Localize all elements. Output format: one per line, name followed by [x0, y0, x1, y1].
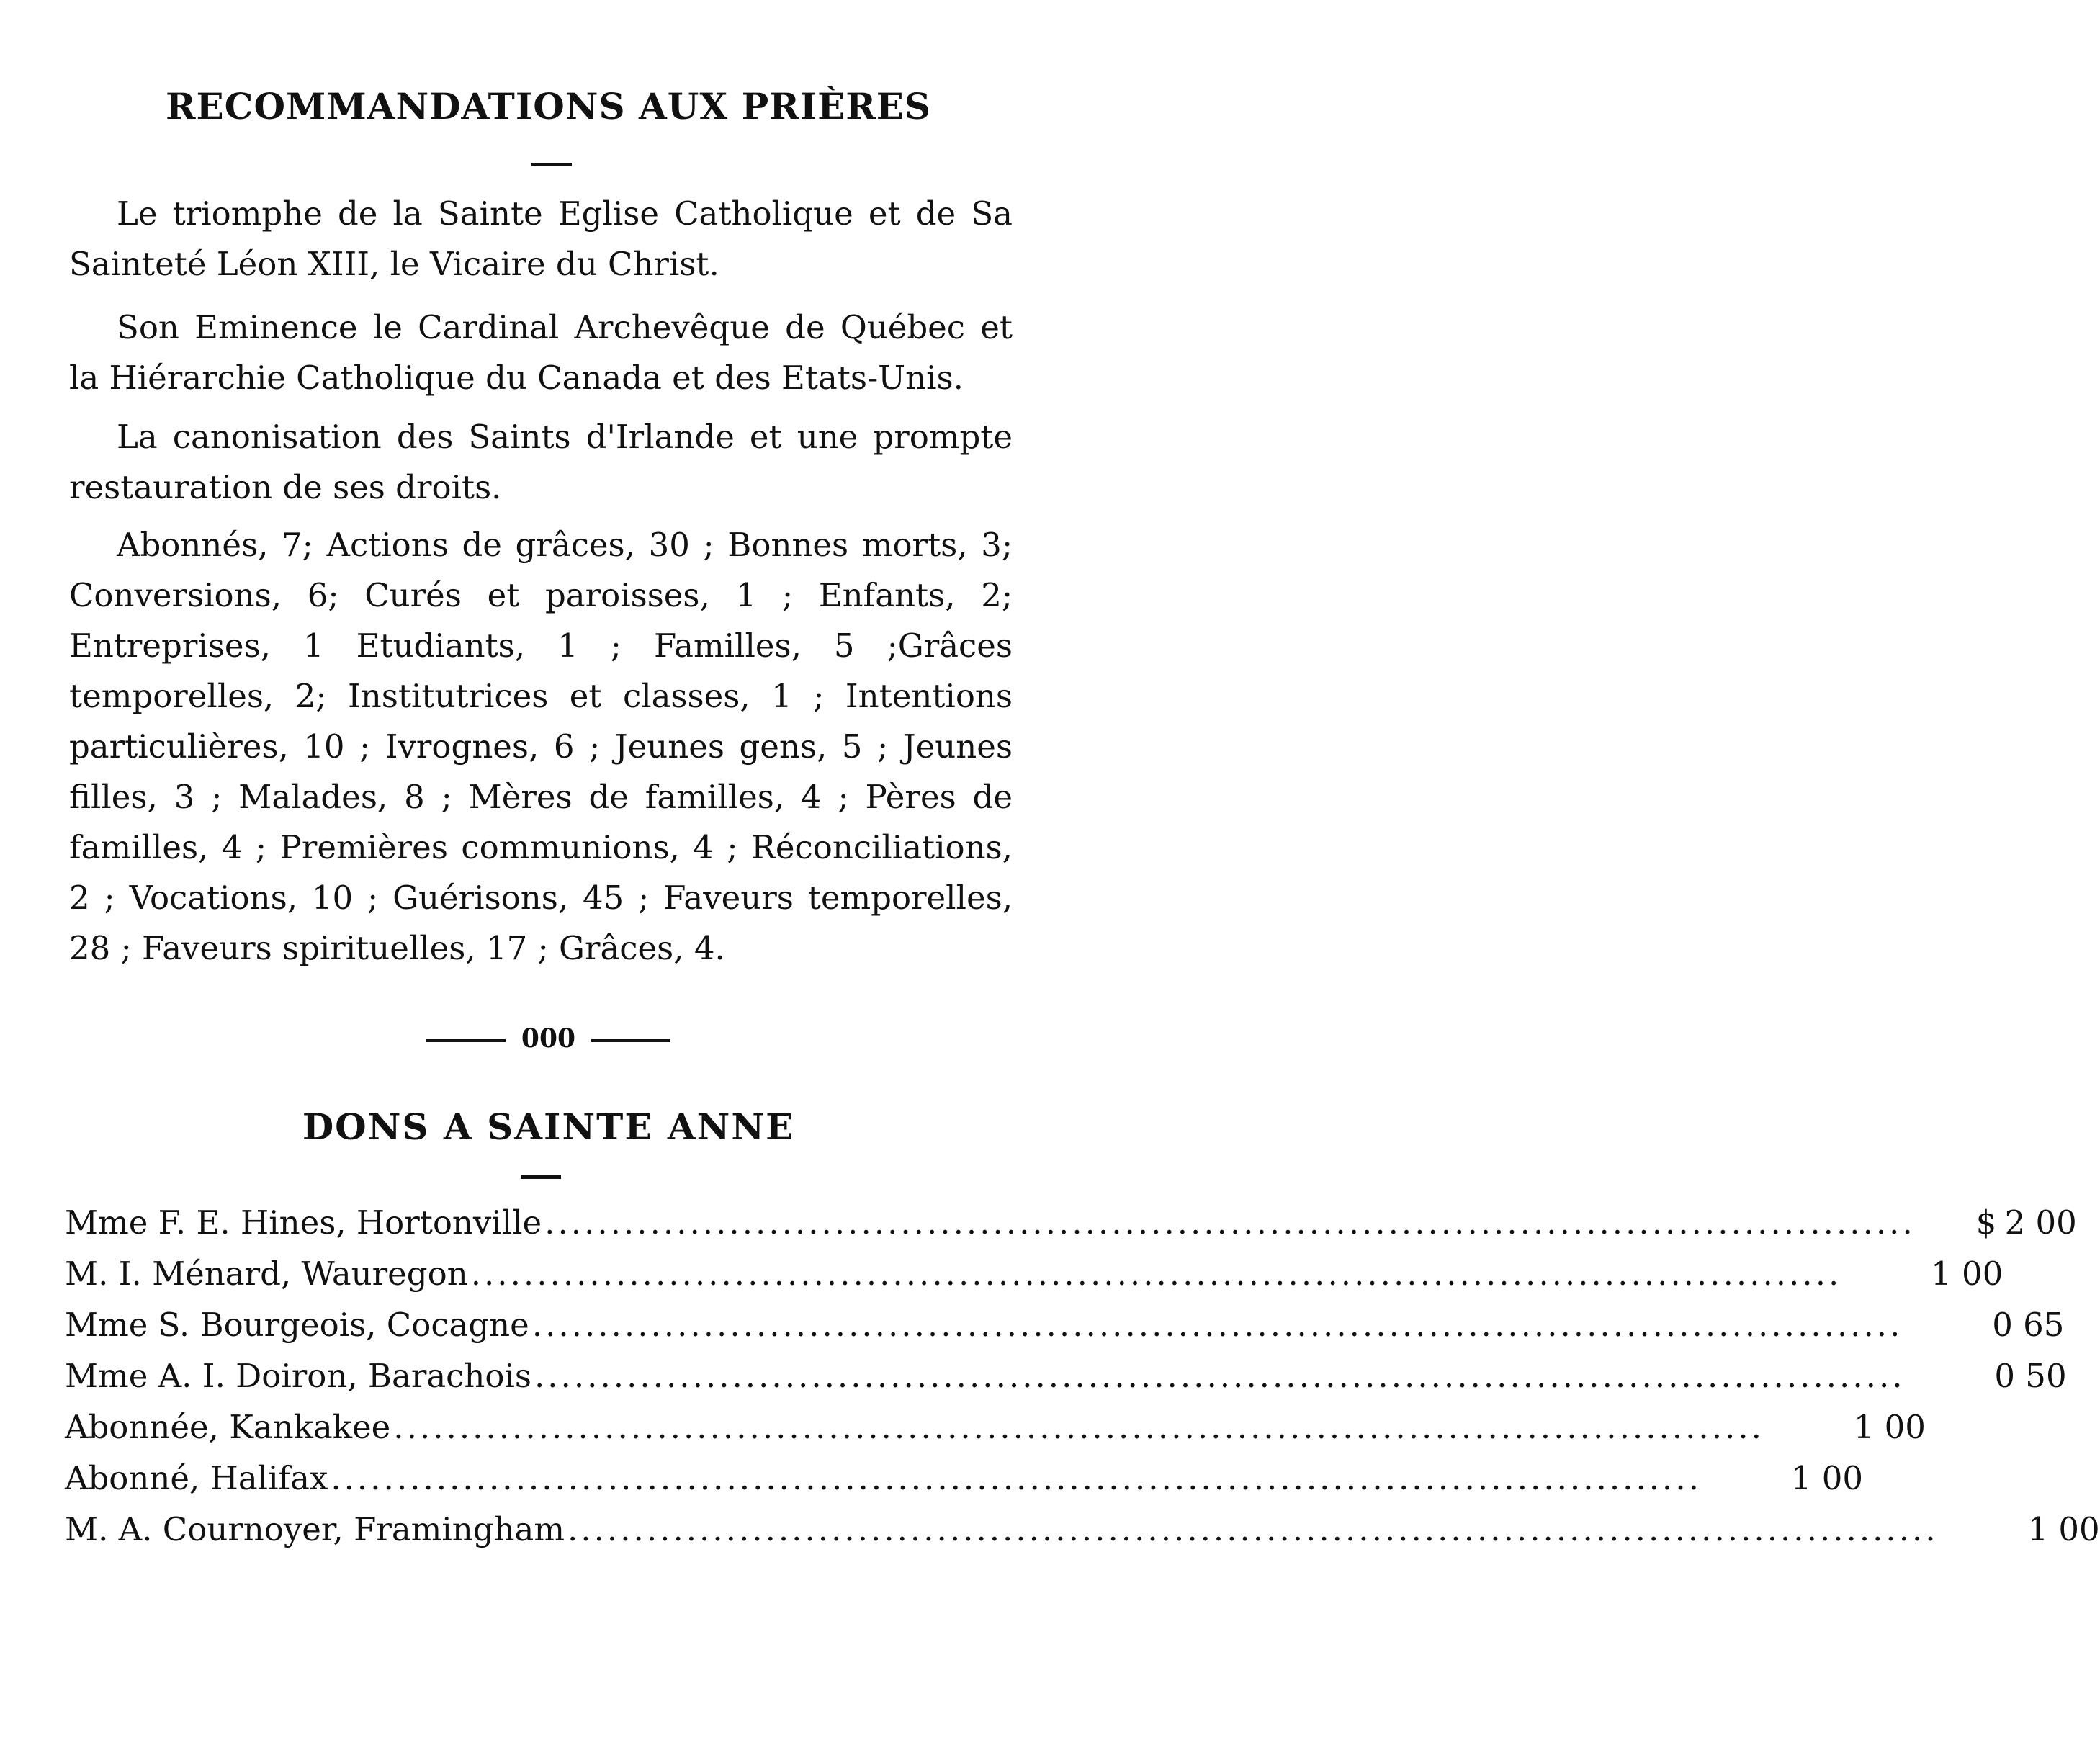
donation-row — [65, 1401, 1926, 1453]
section-separator — [0, 1021, 1097, 1056]
donation-row — [65, 1350, 2067, 1401]
separator-dash — [426, 1039, 506, 1042]
donor-name: Abonnée, Kankakee — [65, 1408, 391, 1446]
prayer-paragraph: La canonisation des Saints d'Irlande et une prompte restauration de ses droits. — [69, 418, 1013, 506]
title-rule — [521, 1175, 561, 1179]
donation-amount — [1782, 1401, 1926, 1453]
donor-name: Mme F. E. Hines, Hortonville — [65, 1203, 542, 1242]
donation-row — [65, 1299, 2065, 1350]
donation-list — [65, 1197, 2100, 1555]
donor-name: Mme A. I. Doiron, Barachois — [65, 1357, 531, 1395]
donor-name: M. I. Ménard, Wauregon — [65, 1255, 468, 1293]
amount-value: 1 00 — [2027, 1510, 2100, 1548]
separator-dash — [591, 1039, 670, 1042]
currency-symbol: $ — [1975, 1203, 1997, 1242]
amount-value: 1 00 — [1931, 1255, 2003, 1293]
donor-name: Abonné, Halifax — [65, 1459, 328, 1497]
section-title-donations: DONS A SAINTE ANNE — [302, 1105, 795, 1148]
donation-amount — [1956, 1504, 2100, 1555]
prayer-paragraph: Son Eminence le Cardinal Archevêque de Québec et la Hiérarchie Catholique du Canada et des Etats-Unis. — [69, 308, 1013, 397]
donor-name: Mme S. Bourgeois, Cocagne — [65, 1306, 529, 1344]
amount-value: 2 00 — [2004, 1203, 2077, 1242]
amount-value: 1 00 — [1853, 1408, 1926, 1446]
prayer-paragraph: Le triomphe de la Sainte Eglise Catholique et de Sa Sainteté Léon XIII, le Vicaire du Christ. — [69, 194, 1013, 283]
donation-row — [65, 1197, 2077, 1248]
donation-row — [65, 1453, 1863, 1504]
separator-text: 000 — [521, 1023, 576, 1054]
dot-leader: ........................................................................................................ — [544, 1203, 1916, 1242]
amount-value: 0 50 — [1994, 1357, 2067, 1395]
donation-row — [65, 1248, 2003, 1299]
donation-amount — [1923, 1350, 2067, 1401]
dot-leader: ........................................................................................................ — [534, 1357, 1906, 1395]
donation-amount — [1933, 1197, 2077, 1248]
dot-leader: ........................................................................................................ — [470, 1255, 1842, 1293]
dot-leader: ........................................................................................................ — [531, 1306, 1903, 1344]
amount-value: 0 65 — [1992, 1306, 2065, 1344]
dot-leader: ........................................................................................................ — [567, 1510, 1939, 1548]
donation-amount — [1859, 1248, 2003, 1299]
donation-row — [65, 1504, 2100, 1555]
donation-amount — [1920, 1299, 2064, 1350]
intentions-paragraph: Abonnés, 7; Actions de grâces, 30 ; Bonnes morts, 3; Conversions, 6; Curés et paroisses, 1 ; Enfants, 2; Entreprises, 1 Etudiants, 1 ; Familles, 5 ;Grâces temporelles, 2; Institutrices et classes, 1 ; Intentions particulières, 10 ; Ivrognes, 6 ; Jeunes gens, 5 ; Jeunes filles, 3 ; Malades, 8 ; Mères de familles, 4 ; Pères de familles, 4 ; Premières communions, 4 ; Réconciliations, 2 ; Vocations, 10 ; Guérisons, 45 ; Faveurs temporelles, 28 ; Faveurs spirituelles, 17 ; Grâces, 4. — [69, 526, 1013, 967]
title-rule — [531, 163, 572, 166]
donation-amount — [1719, 1453, 1863, 1504]
donor-name: M. A. Cournoyer, Framingham — [65, 1510, 565, 1548]
section-title-prayers: RECOMMANDATIONS AUX PRIÈRES — [165, 85, 931, 127]
amount-value: 1 00 — [1790, 1459, 1863, 1497]
dot-leader: ........................................................................................................ — [331, 1459, 1702, 1497]
dot-leader: ........................................................................................................ — [393, 1408, 1764, 1446]
